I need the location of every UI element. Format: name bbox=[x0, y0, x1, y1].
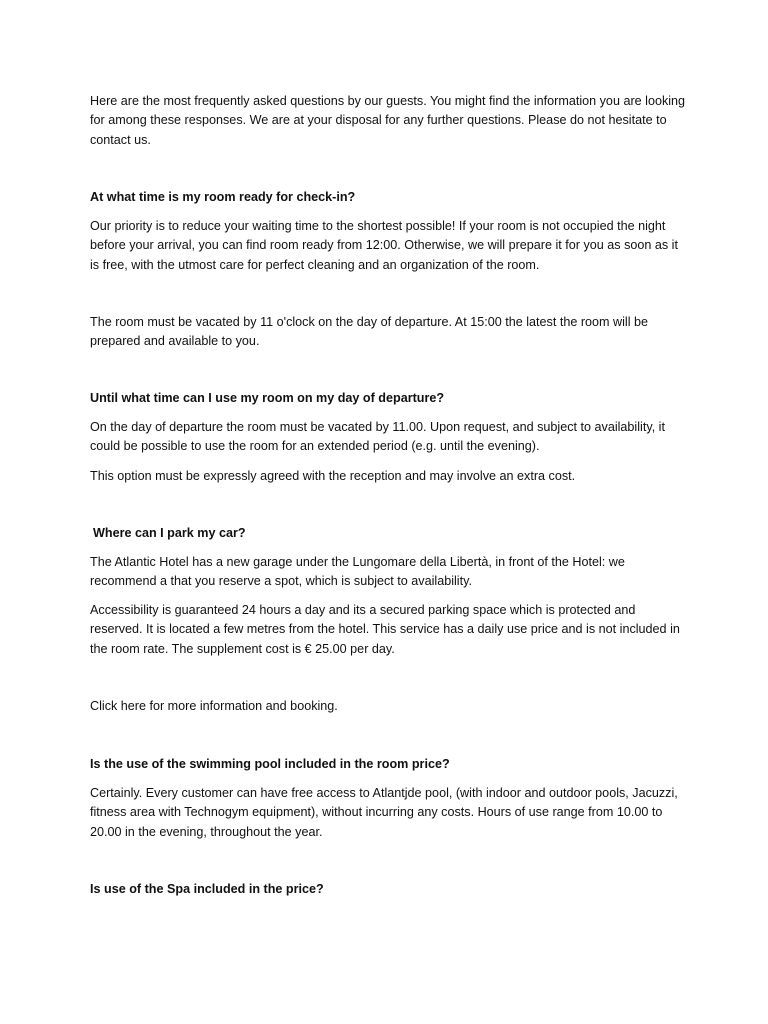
faq-answer-parking-2: Accessibility is guaranteed 24 hours a day and its a secured parking space which is protected and reserved. It is located a few metres from the hotel. This service has a daily use price and is not included in the room rate. The supplement cost is € 25.00 per day. bbox=[90, 603, 680, 656]
faq-question-parking: Where can I park my car? bbox=[93, 526, 246, 540]
booking-link-text[interactable]: Click here for more information and booking. bbox=[90, 699, 338, 713]
faq-question-spa: Is use of the Spa included in the price? bbox=[90, 882, 324, 896]
faq-answer-departure-1: On the day of departure the room must be vacated by 11.00. Upon request, and subject to availability, it could be possible to use the room for an extended period (e.g. until the evening). bbox=[90, 420, 665, 454]
faq-answer-parking-1: The Atlantic Hotel has a new garage under the Lungomare della Libertà, in front of the Hotel: we recommend a that you reserve a spot, which is subject to availability. bbox=[90, 555, 625, 589]
faq-question-checkin: At what time is my room ready for check-in? bbox=[90, 190, 356, 204]
faq-answer-departure-2: This option must be expressly agreed with the reception and may involve an extra cost. bbox=[90, 469, 576, 483]
intro-paragraph: Here are the most frequently asked questions by our guests. You might find the information you are looking for among these responses. We are at your disposal for any further questions. Please do not hesitate to contact us. bbox=[90, 94, 686, 147]
faq-answer-pool-1: Certainly. Every customer can have free access to Atlantjde pool, (with indoor and outdoor pools, Jacuzzi, fitness area with Technogym equipment), without incurring any costs. Hours of use range from 10.00 to 20.00 in the evening, throughout the year. bbox=[90, 786, 678, 839]
faq-answer-checkin-2: The room must be vacated by 11 o'clock on the day of departure. At 15:00 the latest the room will be prepared and available to you. bbox=[90, 315, 649, 349]
faq-question-pool: Is the use of the swimming pool included in the room price? bbox=[90, 757, 450, 771]
faq-answer-checkin-1: Our priority is to reduce your waiting time to the shortest possible! If your room is not occupied the night before your arrival, you can find room ready from 12:00. Otherwise, we will prepare it for you as soon as it is free, with the utmost care for perfect cleaning and an organization of the room. bbox=[90, 219, 678, 272]
faq-question-departure: Until what time can I use my room on my day of departure? bbox=[90, 391, 445, 405]
